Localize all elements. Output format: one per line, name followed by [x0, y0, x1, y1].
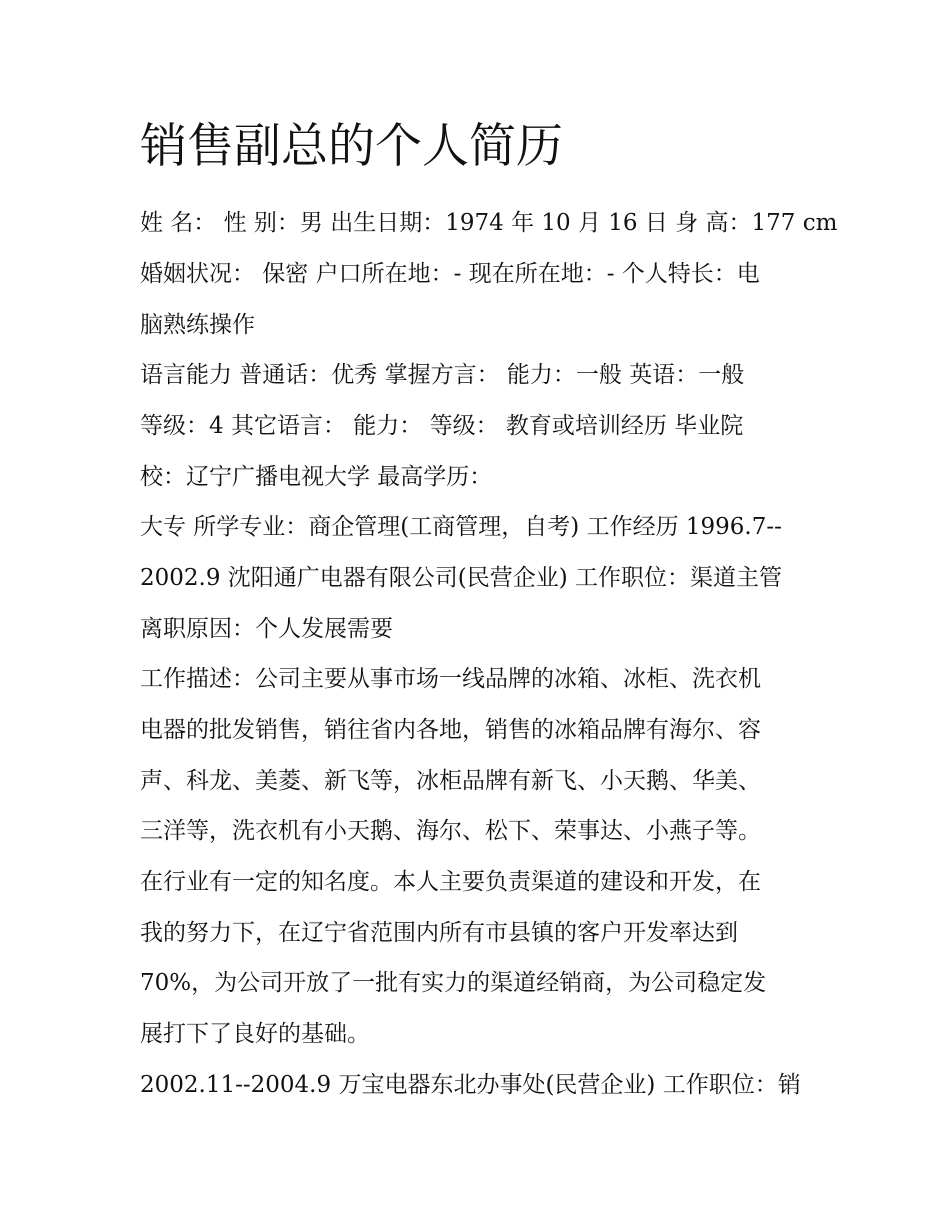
text-line: 等级：4 其它语言： 能力： 等级： 教育或培训经历 毕业院: [140, 413, 744, 439]
text-line: 语言能力 普通话：优秀 掌握方言： 能力：一般 英语：一般: [140, 362, 745, 388]
text-line: 2002.11--2004.9 万宝电器东北办事处(民营企业) 工作职位：销: [140, 1072, 801, 1098]
text-line: 展打下了良好的基础。: [140, 1021, 370, 1047]
text-line: 电器的批发销售，销往省内各地，销售的冰箱品牌有海尔、容: [140, 717, 761, 743]
text-line: 声、科龙、美菱、新飞等，冰柜品牌有新飞、小天鹅、华美、: [140, 768, 761, 794]
text-line: 工作描述：公司主要从事市场一线品牌的冰箱、冰柜、洗衣机: [140, 666, 761, 692]
text-line: 离职原因：个人发展需要: [140, 616, 393, 642]
text-line: 校：辽宁广播电视大学 最高学历：: [140, 464, 493, 490]
text-line: 我的努力下，在辽宁省范围内所有市县镇的客户开发率达到: [140, 920, 738, 946]
text-line: 在行业有一定的知名度。本人主要负责渠道的建设和开发，在: [140, 869, 761, 895]
text-line: 婚姻状况： 保密 户口所在地：- 现在所在地：- 个人特长：电: [140, 261, 760, 287]
text-line: 70%，为公司开放了一批有实力的渠道经销商，为公司稳定发: [140, 970, 767, 996]
text-line: 2002.9 沈阳通广电器有限公司(民营企业) 工作职位：渠道主管: [140, 565, 783, 591]
text-line: 三洋等，洗衣机有小天鹅、海尔、松下、荣事达、小燕子等。: [140, 818, 761, 844]
text-line: 姓 名： 性 别：男 出生日期：1974 年 10 月 16 日 身 高：177 cm: [140, 210, 838, 236]
text-line: 脑熟练操作: [140, 312, 255, 338]
text-line: 大专 所学专业：商企管理(工商管理，自考) 工作经历 1996.7--: [140, 514, 782, 540]
document-title: 销售副总的个人简历: [140, 119, 563, 174]
